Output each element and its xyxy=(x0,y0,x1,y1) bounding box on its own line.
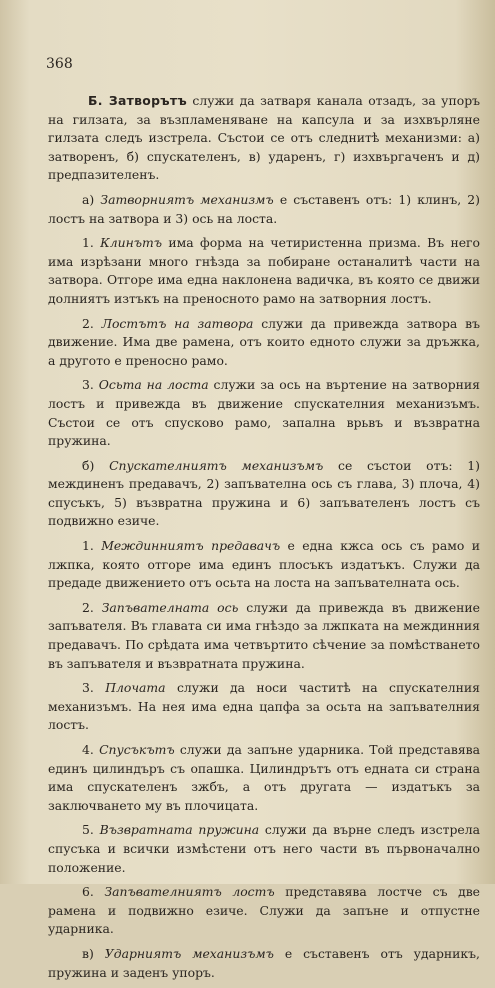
item-marker: а) xyxy=(82,191,101,207)
item-marker: 6. xyxy=(82,884,105,900)
item-marker: 3. xyxy=(82,680,106,696)
item-marker: 5. xyxy=(82,822,100,838)
item-marker: 1. xyxy=(82,235,101,251)
paragraph-text: се състои отъ: 1) междиненъ предавачъ, 2) запъвателна ось съ глава, 3) плоча, 4) спусъкъ, 5) възвратна пружина и 6) запъвателенъ лостъ съ подвижно езиче. xyxy=(48,457,481,529)
paragraph xyxy=(48,234,480,308)
term: Ударниятъ механизъмъ xyxy=(104,945,274,961)
paragraph-text: е съставенъ отъ ударникъ, пружина и заденъ упоръ. xyxy=(48,945,480,980)
paragraph xyxy=(48,679,480,735)
term: Затворниятъ механизмъ xyxy=(100,191,274,207)
paragraph xyxy=(48,191,480,228)
item-marker: б) xyxy=(82,457,110,473)
paragraph-text: служи за ось на въртение на затворния лостъ и привежда въ движение спускателния механизъмъ. Състои се отъ спусково рамо, запална врьвъ и възвратна пружина. xyxy=(48,377,480,449)
term: Осьта на лоста xyxy=(98,377,209,393)
paragraph-text: служи да върне следъ изстрела спусъка и всички измѣстени отъ него части въ първоначално положение. xyxy=(48,822,480,875)
paragraph-text: има форма на четиристенна призма. Въ него има изрѣзани много гнѣзда за побиране останалитѣ части на затвора. Отгоре има една наклонена вадичка, въ която се движи долниятъ изтъкъ на преносното рамо на затворния лостъ. xyxy=(48,235,480,306)
term: Запъвателната ось xyxy=(101,599,239,615)
term: Плочата xyxy=(105,680,166,696)
paragraph-text: служи да запъне ударника. Той представява единъ цилиндъръ съ опашка. Цилиндрътъ отъ едната си страна има спускателенъ зжбъ, а отъ другата — издатъкъ за заключването му въ плочицата. xyxy=(48,742,480,813)
paragraph-text: е съставенъ отъ: 1) клинъ, 2) лостъ на затвора и 3) ось на лоста. xyxy=(48,191,480,226)
paragraph xyxy=(48,945,480,982)
term: Лостътъ на затвора xyxy=(101,315,254,331)
paragraph-text: е една кжса ось съ рамо и лжпка, която отгоре има единъ плосъкъ издатъкъ. Служи да предаде движението отъ осьта на лоста на запъвателната ось. xyxy=(48,538,480,591)
paragraph-text: служи да привежда въ движение запъвателя. Въ главата си има гнѣздо за лжпката на междинния предавачъ. По срѣдата има четвъртито сѣчение за помѣстването въ запъвателя и възвратната пружина. xyxy=(48,599,480,671)
paragraph-text: представява лостче съ две рамена и подвижно езиче. Служи да запъне и отпустне ударника. xyxy=(48,884,481,937)
item-marker: 3. xyxy=(82,377,99,393)
paragraph-section-b xyxy=(48,92,480,185)
paragraph xyxy=(48,599,480,673)
item-marker: 2. xyxy=(82,315,102,331)
paragraph-text: служи да привежда затвора въ движение. Има две рамена, отъ които едното служи за дръжка, а другото е преносно рамо. xyxy=(48,315,480,368)
term: Възвратната пружина xyxy=(99,822,260,838)
paragraph-text: служи да затваря канала отзадъ, за упоръ на гилзата, за възпламеняване на капсула и за изхвърляне гилзата следъ изстрела. Състои се отъ следнитѣ механизми: а) затворенъ, б) спускателенъ, в) ударенъ, г) изхвъргаченъ и д) предпазителенъ. xyxy=(48,93,481,183)
section-heading: Б. Затворътъ xyxy=(88,93,187,108)
item-marker: в) xyxy=(82,945,105,961)
term: Спусъкътъ xyxy=(99,742,175,757)
item-marker: 1. xyxy=(82,538,102,554)
item-marker: 2. xyxy=(82,599,102,615)
page-body xyxy=(48,92,480,988)
term: Междинниятъ предавачъ xyxy=(101,538,281,554)
paragraph xyxy=(48,537,480,593)
term: Спускателниятъ механизъмъ xyxy=(109,457,324,473)
paragraph-text: служи да носи частитѣ на спускателния механизъмъ. На нея има една цапфа за осьта на запъвателния лостъ. xyxy=(48,680,480,733)
paragraph xyxy=(48,821,480,877)
paragraph xyxy=(48,457,480,531)
term: Клинътъ xyxy=(100,235,163,251)
item-marker: 4. xyxy=(82,742,100,757)
page-number: 368 xyxy=(46,56,73,72)
paragraph xyxy=(48,376,480,450)
paragraph xyxy=(48,315,480,371)
paragraph xyxy=(48,741,480,815)
term: Запъвателниятъ лостъ xyxy=(104,884,275,900)
paragraph xyxy=(48,883,480,939)
